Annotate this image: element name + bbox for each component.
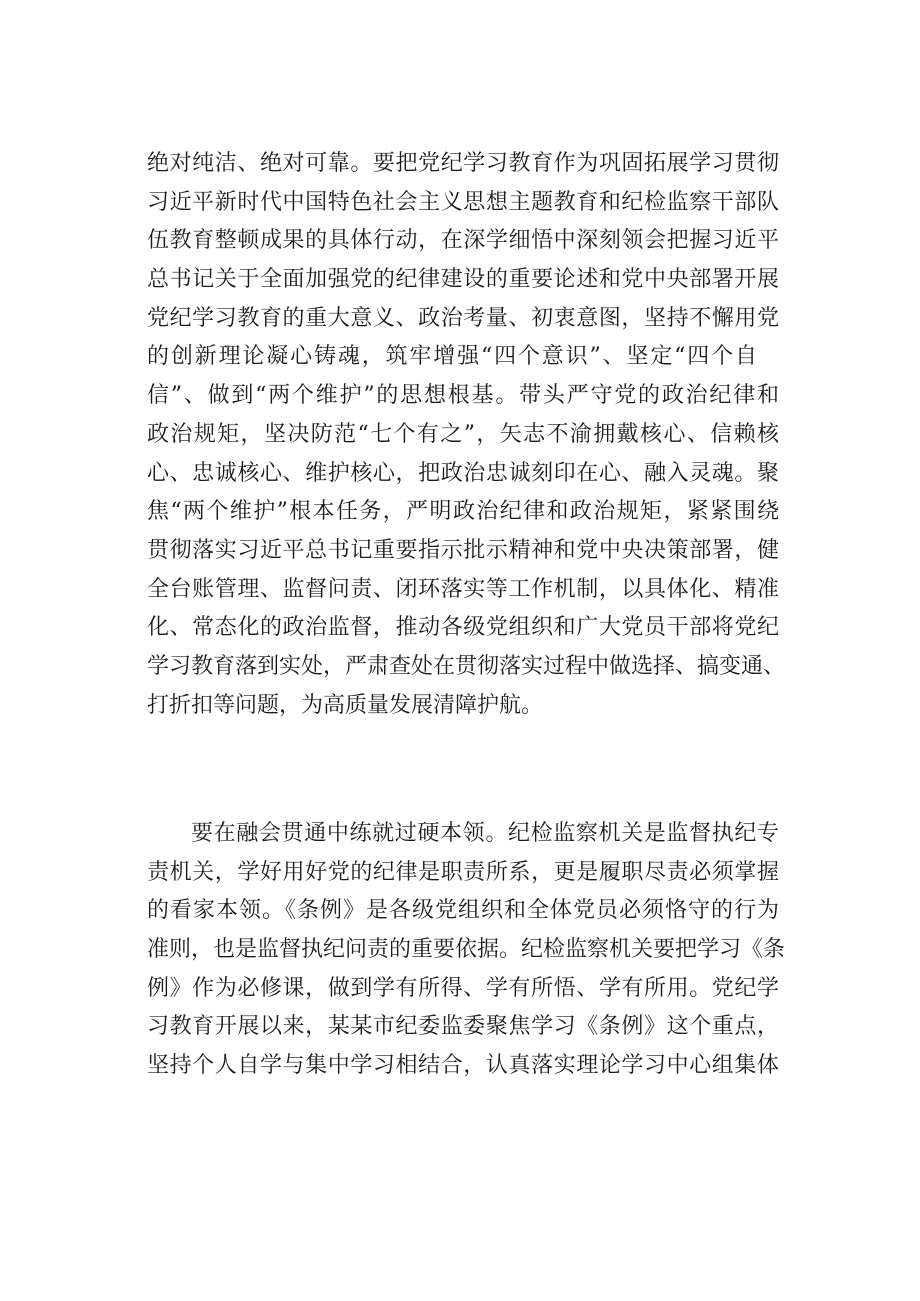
- paragraph-line: 心、忠诚核心、维护核心，把政治忠诚刻印在心、融入灵魂。聚: [147, 460, 779, 486]
- paragraph-line: 责机关，学好用好党的纪律是职责所系，更是履职尽责必须掌握: [147, 859, 779, 885]
- paragraph-line: 全台账管理、监督问责、闭环落实等工作机制，以具体化、精准: [147, 576, 779, 602]
- paragraph-first-line: 要在融会贯通中练就过硬本领。纪检监察机关是监督执纪专: [191, 821, 779, 846]
- paragraph-line: 焦“两个维护”根本任务，严明政治纪律和政治规矩，紧紧围绕: [147, 499, 779, 525]
- paragraph-line: 伍教育整顿成果的具体行动，在深学细悟中深刻领会把握习近平: [147, 228, 779, 254]
- paragraph-line: 党纪学习教育的重大意义、政治考量、初衷意图，坚持不懈用党: [147, 305, 779, 331]
- paragraph-line: 政治规矩，坚决防范“七个有之”，矢志不渝拥戴核心、信赖核: [147, 421, 779, 447]
- paragraph-line: 化、常态化的政治监督，推动各级党组织和广大党员干部将党纪: [147, 615, 779, 641]
- paragraph-line: 绝对纯洁、绝对可靠。要把党纪学习教育作为巩固拓展学习贯彻: [147, 151, 779, 176]
- paragraph-line: 总书记关于全面加强党的纪律建设的重要论述和党中央部署开展: [147, 267, 779, 293]
- paragraph-line: 例》作为必修课，做到学有所得、学有所悟、学有所用。党纪学: [147, 975, 779, 1001]
- paragraph-line: 的看家本领。《条例》是各级党组织和全体党员必须恪守的行为: [147, 898, 779, 924]
- paragraph-2: [147, 815, 786, 1086]
- paragraph-line: 学习教育落到实处，严肃查处在贯彻落实过程中做选择、搞变通、: [147, 653, 786, 679]
- paragraph-line: 信”、做到“两个维护”的思想根基。带头严守党的政治纪律和: [147, 383, 779, 409]
- paragraph-line: 坚持个人自学与集中学习相结合，认真落实理论学习中心组集体: [147, 1053, 779, 1079]
- paragraph-1: [147, 145, 786, 725]
- paragraph-line: 习教育开展以来，某某市纪委监委聚焦学习《条例》这个重点，: [147, 1014, 779, 1040]
- paragraph-line: 贯彻落实习近平总书记重要指示批示精神和党中央决策部署，健: [147, 537, 779, 563]
- paragraph-last-line: 打折扣等问题，为高质量发展清障护航。: [147, 692, 544, 718]
- paragraph-line: 习近平新时代中国特色社会主义思想主题教育和纪检监察干部队: [147, 189, 779, 215]
- paragraph-line: 的创新理论凝心铸魂，筑牢增强“四个意识”、坚定“四个自: [147, 344, 757, 370]
- paragraph-line: 准则，也是监督执纪问责的重要依据。纪检监察机关要把学习《条: [147, 937, 786, 963]
